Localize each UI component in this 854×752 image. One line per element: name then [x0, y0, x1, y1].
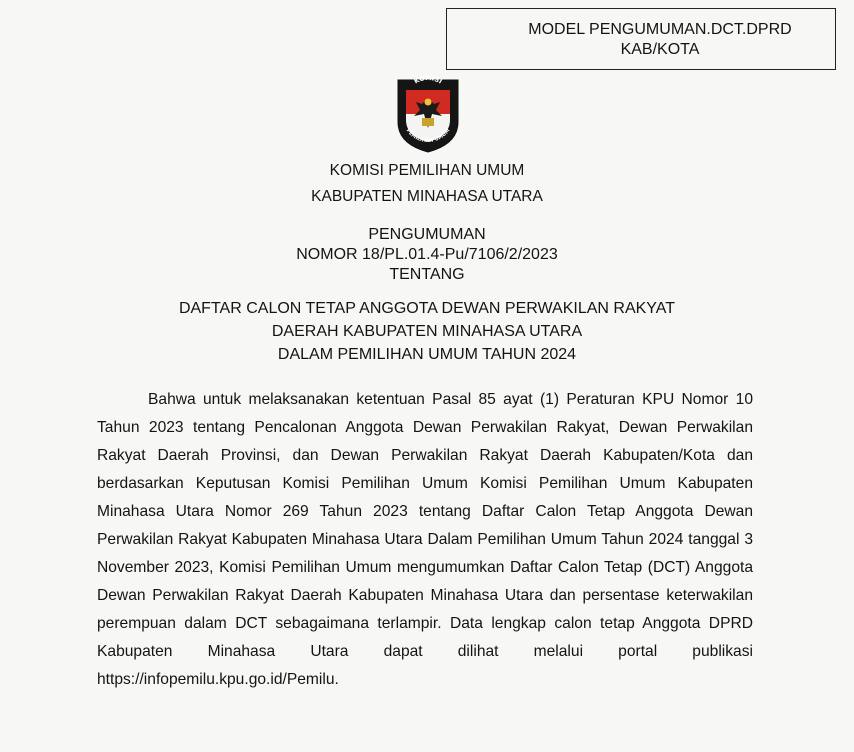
announcement-about: TENTANG: [389, 266, 465, 283]
model-box-line2: KAB/KOTA: [620, 41, 700, 58]
logo-bottom-text: PEMILIHAN UMUM: [404, 127, 452, 145]
org-line-2: KABUPATEN MINAHASA UTARA: [311, 188, 543, 205]
body-paragraph: Bahwa untuk melaksanakan ketentuan Pasal 85 ayat (1) Peraturan KPU Nomor 10 Tahun 2023 tentang Pencalonan Anggota Dewan Perwakilan Rakyat, Dewan Perwakilan Rakyat Daerah Provinsi, dan Dewan Perwakilan Rakyat Daerah Kabupaten/Kota dan berdasarkan Keputusan Komisi Pemilihan Umum Komisi Pemilihan Umum Kabupaten Minahasa Utara Nomor 269 Tahun 2023 tentang Daftar Calon Tetap Anggota Dewan Perwakilan Rakyat Kabupaten Minahasa Utara Dalam Pemilihan Umum Tahun 2024 tanggal 3 November 2023, Komisi Pemilihan Umum mengumumkan Daftar Calon Tetap (DCT) Anggota Dewan Perwakilan Rakyat Daerah Kabupaten Minahasa Utara dan persentase keterwakilan perempuan dalam DCT sebagaimana terlampir. Data lengkap calon tetap Anggota DPRD Kabupaten Minahasa Utara dapat dilihat melalui portal publikasi https://infopemilu.kpu.go.id/Pemilu.: [97, 391, 753, 688]
announcement-number: NOMOR 18/PL.01.4-Pu/7106/2/2023: [296, 246, 558, 263]
subject-line-3: DALAM PEMILIHAN UMUM TAHUN 2024: [277, 346, 577, 363]
document-model-box: [446, 8, 836, 70]
model-box-line1: MODEL PENGUMUMAN.DCT.DPRD: [528, 21, 792, 38]
subject-line-2: DAERAH KABUPATEN MINAHASA UTARA: [271, 323, 583, 340]
org-line-1: KOMISI PEMILIHAN UMUM: [329, 162, 525, 179]
subject-line-1: DAFTAR CALON TETAP ANGGOTA DEWAN PERWAKILAN RAKYAT: [178, 300, 676, 317]
logo-top-text: KOMISI: [412, 73, 444, 86]
kpu-logo-icon: [392, 72, 464, 154]
announcement-title: PENGUMUMAN: [368, 226, 486, 243]
